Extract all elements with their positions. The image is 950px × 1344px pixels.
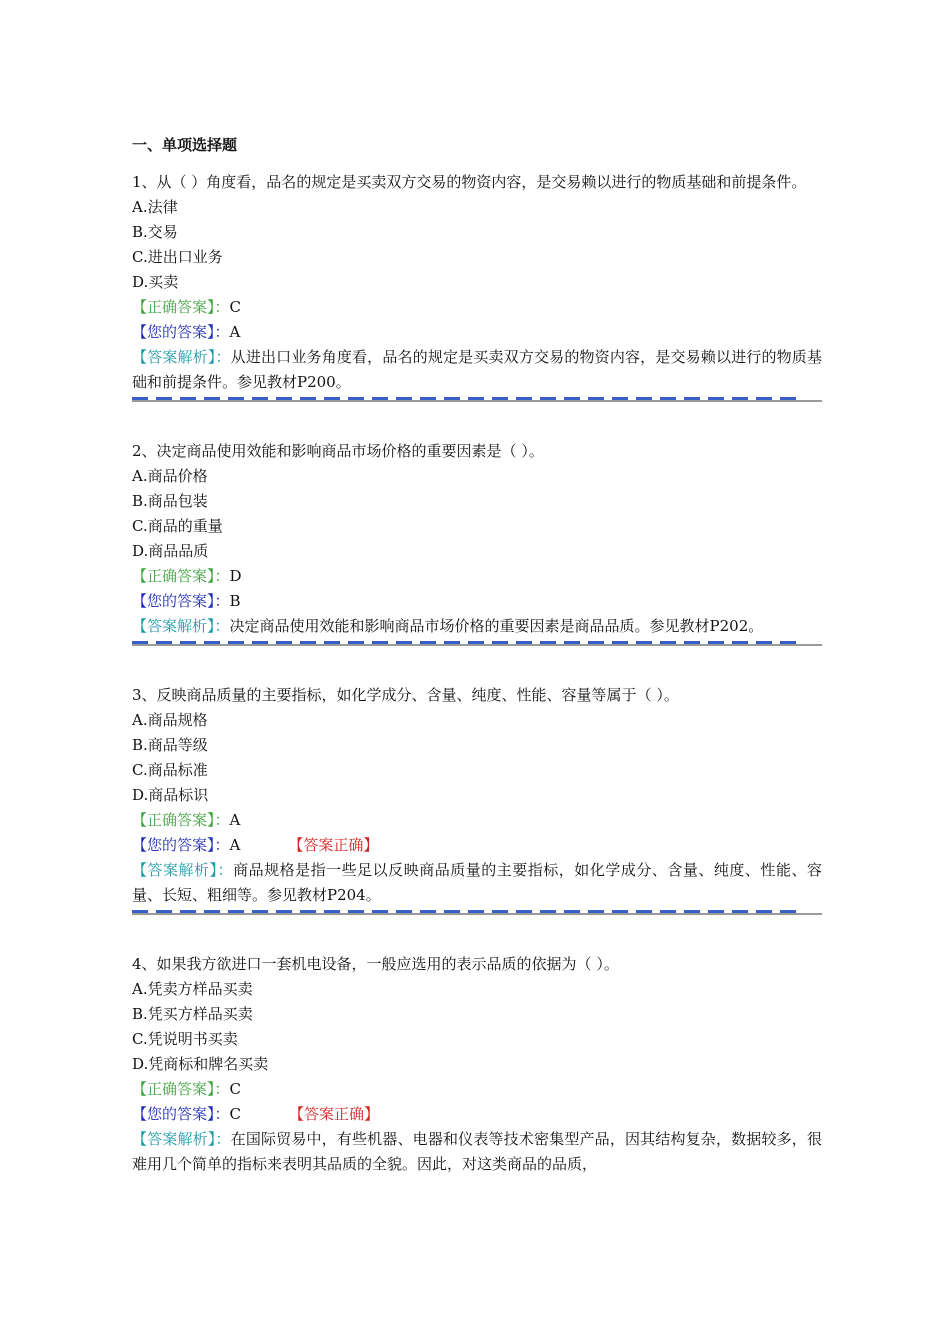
colon: ：: [215, 348, 231, 366]
explanation-line: [132, 1127, 822, 1177]
explanation-label: 【答案解析】: [132, 861, 218, 879]
colon: ：: [214, 298, 230, 316]
option-a: A.凭卖方样品买卖: [132, 980, 253, 998]
colon: ：: [214, 567, 230, 585]
your-answer-value: C: [229, 1105, 242, 1123]
your-answer-label: 【您的答案】: [132, 1105, 215, 1123]
colon: ：: [214, 617, 230, 635]
option-d: D.凭商标和牌名买卖: [132, 1055, 269, 1073]
colon: ：: [214, 592, 230, 610]
your-answer-label: 【您的答案】: [132, 592, 215, 610]
option-b: B.凭买方样品买卖: [132, 1005, 253, 1023]
explanation-text: 从进出口业务角度看，品名的规定是买卖双方交易的物资内容，是交易赖以进行的物质基础和前提条件。参见教材P200。: [132, 348, 822, 391]
correct-answer-line: [132, 808, 822, 833]
section-title: 一、单项选择题: [132, 136, 238, 154]
explanation-text: 决定商品使用效能和影响商品市场价格的重要因素是商品品质。参见教材P202。: [229, 617, 764, 635]
question-stem: 3、反映商品质量的主要指标，如化学成分、含量、纯度、性能、容量等属于（ ）。: [132, 686, 679, 704]
colon: ：: [214, 836, 230, 854]
question-separator: [132, 397, 822, 403]
colon: ：: [214, 811, 230, 829]
your-answer-line: [132, 320, 822, 345]
option-d: D.商品标识: [132, 786, 209, 804]
correct-answer-label: 【正确答案】: [132, 1080, 215, 1098]
colon: ：: [215, 1130, 231, 1148]
colon: ：: [217, 861, 234, 879]
question-3: [132, 683, 822, 916]
correct-answer-label: 【正确答案】: [132, 567, 215, 585]
colon: ：: [214, 1105, 230, 1123]
your-answer-label: 【您的答案】: [132, 323, 215, 341]
your-answer-line: [132, 589, 822, 614]
option-a: A.商品价格: [132, 467, 208, 485]
your-answer-line: [132, 833, 822, 858]
option-a: A.法律: [132, 198, 178, 216]
question-4: [132, 952, 822, 1177]
question-separator: [132, 910, 822, 916]
option-d: D.商品品质: [132, 542, 209, 560]
your-answer-value: A: [229, 836, 241, 854]
answer-correct-badge: 【答案正确】: [288, 836, 379, 854]
correct-answer-value: C: [229, 298, 242, 316]
answer-correct-badge: 【答案正确】: [289, 1105, 380, 1123]
correct-answer-value: C: [229, 1080, 242, 1098]
explanation-line: [132, 345, 822, 395]
option-c: C.凭说明书买卖: [132, 1030, 238, 1048]
explanation-text: 商品规格是指一些足以反映商品质量的主要指标，如化学成分、含量、纯度、性能、容量、长短、粗细等。参见教材P204。: [132, 861, 822, 904]
correct-answer-line: [132, 1077, 822, 1102]
explanation-label: 【答案解析】: [132, 348, 216, 366]
option-b: B.商品等级: [132, 736, 208, 754]
explanation-line: [132, 858, 822, 908]
correct-answer-value: D: [229, 567, 242, 585]
explanation-label: 【答案解析】: [132, 1130, 216, 1148]
option-c: C.进出口业务: [132, 248, 223, 266]
option-c: C.商品的重量: [132, 517, 223, 535]
option-c: C.商品标准: [132, 761, 208, 779]
option-d: D.买卖: [132, 273, 179, 291]
question-separator: [132, 641, 822, 647]
question-stem: 2、决定商品使用效能和影响商品市场价格的重要因素是（ ）。: [132, 442, 544, 460]
correct-answer-line: [132, 564, 822, 589]
question-stem: 1、从（ ）角度看，品名的规定是买卖双方交易的物资内容，是交易赖以进行的物质基础和前提条件。: [132, 173, 807, 191]
colon: ：: [214, 1080, 230, 1098]
option-a: A.商品规格: [132, 711, 208, 729]
option-b: B.交易: [132, 223, 178, 241]
explanation-text: 在国际贸易中，有些机器、电器和仪表等技术密集型产品，因其结构复杂，数据较多，很难用几个简单的指标来表明其品质的全貌。因此，对这类商品的品质，: [132, 1130, 822, 1173]
question-stem: 4、如果我方欲进口一套机电设备，一般应选用的表示品质的依据为（ ）。: [132, 955, 619, 973]
your-answer-label: 【您的答案】: [132, 836, 215, 854]
option-b: B.商品包装: [132, 492, 208, 510]
question-2: [132, 439, 822, 647]
your-answer-line: [132, 1102, 822, 1127]
correct-answer-label: 【正确答案】: [132, 298, 215, 316]
your-answer-value: A: [229, 323, 241, 341]
correct-answer-label: 【正确答案】: [132, 811, 215, 829]
explanation-line: [132, 614, 822, 639]
your-answer-value: B: [229, 592, 241, 610]
document-page: [132, 132, 822, 1177]
correct-answer-line: [132, 295, 822, 320]
correct-answer-value: A: [229, 811, 241, 829]
explanation-label: 【答案解析】: [132, 617, 215, 635]
question-1: [132, 170, 822, 403]
colon: ：: [214, 323, 230, 341]
